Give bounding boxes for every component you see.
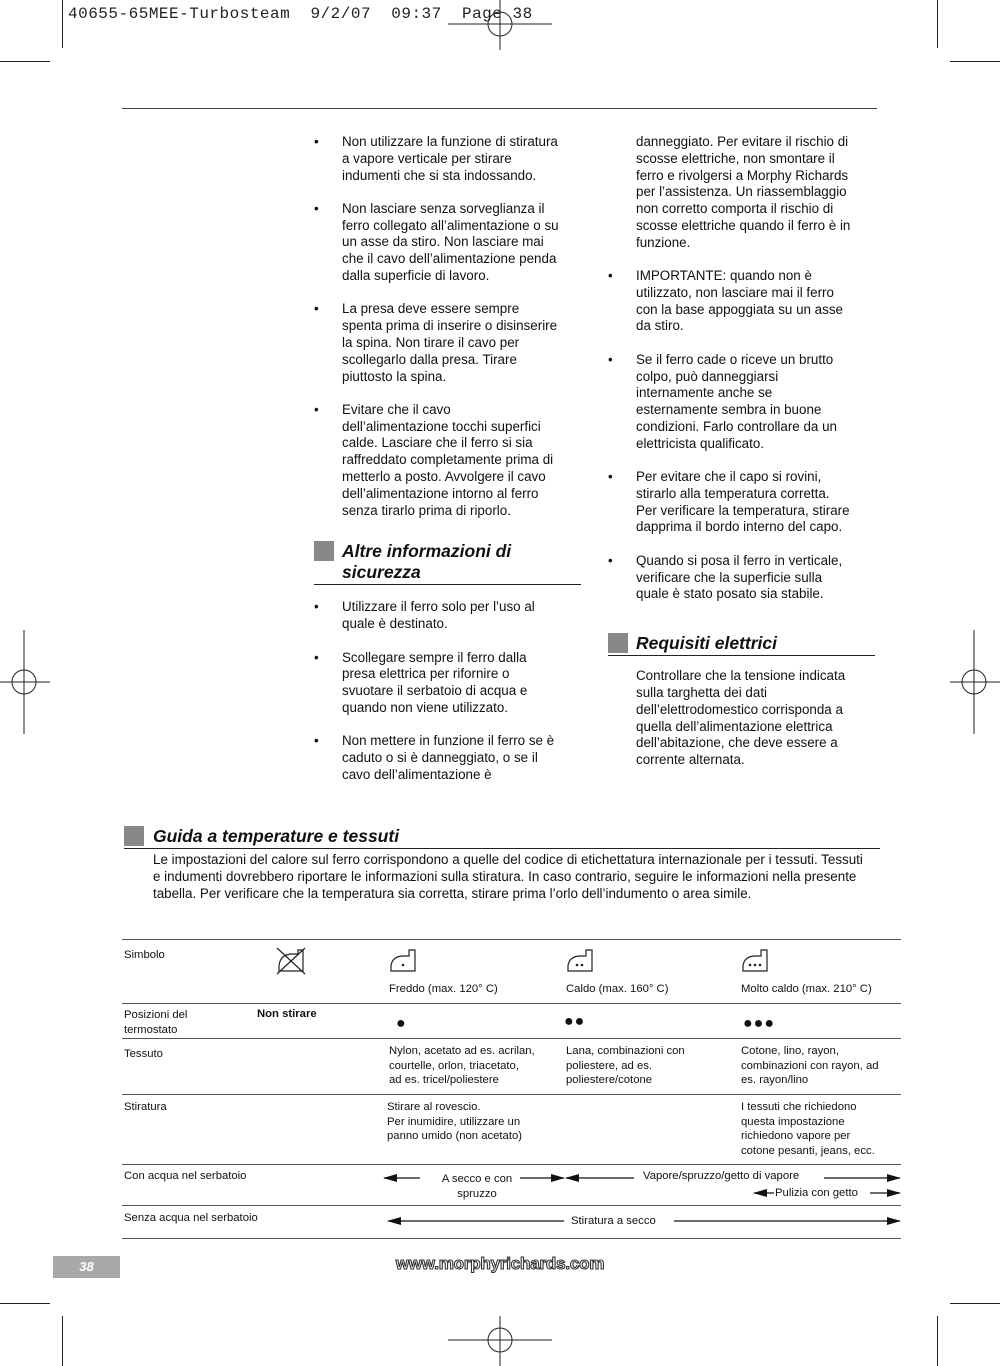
list-item: • IMPORTANTE: quando non è utilizzato, non lasciare mai il ferro con la base appoggiata su un asse da stiro. (608, 268, 843, 334)
heading-marker (608, 633, 628, 653)
list-item: • Quando si posa il ferro in verticale, verificare che la superficie sulla quale è stato posato sia stabile. (608, 552, 843, 602)
iron-three-dots-icon (741, 946, 769, 974)
registration-mark-bottom (448, 1316, 552, 1366)
right-column (608, 134, 880, 785)
list-item: • Se il ferro cade o riceve un brutto colpo, può danneggiarsi internamente anche se esternamente sembra in buone condizioni. Farlo controllare da un elettricista qualificato. (608, 351, 837, 451)
crop-mark (950, 1303, 1000, 1304)
electrical-text: Controllare che la tensione indicata sulla targhetta dei dati dell’elettrodomestico corrisponda a quella dell’alimentazione elettrica dell’abitazione, che deve essere a corrente alternata. (636, 668, 846, 768)
list-item: • Utilizzare il ferro solo per l’uso al quale è destinato. (314, 599, 535, 632)
crop-mark (62, 1316, 63, 1366)
section-heading-safety: Altre informazioni di sicurezza (314, 541, 581, 585)
shot-label: Pulizia con getto (775, 1187, 858, 1199)
crop-mark (0, 61, 50, 62)
crop-mark (937, 1316, 938, 1366)
dry-iron-label: Stiratura a secco (571, 1215, 656, 1227)
list-item: • La presa deve essere sempre spenta prima di inserire o disinserire la spina. Non tirare il cavo per scollegarlo dalla presa. Tirare piuttosto la spina. (314, 301, 558, 384)
list-item: • Non lasciare senza sorveglianza il ferro collegato all’alimentazione o su un asse da stiro. Non lasciare mai che il cavo dell’alimentazione penda dalla superficie di lavoro. (314, 200, 559, 284)
list-item: • Scollegare sempre il ferro dalla presa elettrica per rifornire o svuotare il serbatoio di acqua e quando non viene utilizzato. (314, 649, 528, 715)
row-label-positions: Posizioni del termostato (124, 1009, 188, 1036)
iron-one-dot-icon (389, 946, 417, 974)
section-heading-guide: Guida a temperature e tessuti (124, 826, 880, 849)
left-column (314, 134, 586, 800)
guide-intro: Le impostazioni del calore sul ferro corrispondono a quelle del codice di etichettatura internazionale per i tessuti. Tessuti e indumenti dovrebbero riportare le informazioni sulla stiratura. In caso contrario, seguire le informazioni nella presente tabella. Per verificare che la temperatura sia corretta, stirare prima l’orlo dell’indumento o area simile. (153, 852, 863, 901)
table-rule (122, 1164, 901, 1165)
do-not-iron-icon (276, 946, 306, 976)
ironing-cool: Stirare al rovescio. Per inumidire, utilizzare un panno umido (non acetato) (387, 1101, 523, 1143)
list-item: • Non mettere in funzione il ferro se è caduto o si è danneggiato, o se il cavo dell’alimentazione è (314, 733, 555, 782)
fabric-cool: Nylon, acetato ad es. acrilan, courtelle, orlon, triacetato, ad es. tricel/poliestere (389, 1045, 535, 1087)
crop-mark (950, 61, 1000, 62)
thermostat-dots-2: ●● (564, 1013, 586, 1030)
row-label-with-water: Con acqua nel serbatoio (124, 1170, 247, 1182)
iron-two-dots-icon (566, 946, 594, 974)
crop-mark (62, 0, 63, 48)
table-rule (122, 939, 901, 940)
steam-label: Vapore/spruzzo/getto di vapore (643, 1170, 800, 1182)
temp-hot: Molto caldo (max. 210° C) (741, 983, 872, 995)
row-label-without-water: Senza acqua nel serbatoio (124, 1212, 258, 1224)
no-iron-label: Non stirare (257, 1008, 317, 1020)
table-rule (122, 1003, 901, 1004)
crop-mark (937, 0, 938, 48)
list-item: • Evitare che il cavo dell’alimentazione tocchi superfici calde. Lasciare che il ferro si sia raffreddato completamente prima di metterlo a posto. Avvolgere il cavo dell’alimentazione intorno al ferro senza tirarlo prima di riporlo. (314, 401, 554, 518)
table-rule (122, 1238, 901, 1239)
temp-warm: Caldo (max. 160° C) (566, 983, 669, 995)
row-label-symbol: Simbolo (124, 949, 165, 961)
table-rule (122, 1094, 901, 1095)
thermostat-dots-3: ●●● (743, 1015, 775, 1032)
header-rule (122, 108, 877, 109)
fabric-warm: Lana, combinazioni con poliestere, ad es. poliestere/cotone (566, 1045, 685, 1087)
row-label-fabric: Tessuto (124, 1048, 163, 1060)
ironing-hot: I tessuti che richiedono questa impostazione richiedono vapore per cotone pesanti, jeans, ecc. (741, 1101, 875, 1157)
fabric-hot: Cotone, lino, rayon, combinazioni con rayon, ad es. rayon/lino (741, 1045, 879, 1087)
heading-marker (314, 541, 334, 561)
crop-mark (0, 1303, 50, 1304)
row-label-ironing: Stiratura (124, 1101, 167, 1113)
thermostat-dots-1: ● (396, 1015, 407, 1032)
list-item: • Per evitare che il capo si rovini, stirarlo alla temperatura corretta. Per verificare la temperatura, stirare dapprima il bordo interno del capo. (608, 469, 850, 535)
continuation-text: danneggiato. Per evitare il rischio di scosse elettriche, non smontare il ferro e rivolgersi a Morphy Richards per l’assistenza. Un riassemblaggio non corretto comporta il rischio di scosse elettriche quando il ferro è in funzione. (636, 134, 851, 250)
section-heading-electrical: Requisiti elettrici (608, 633, 875, 656)
page-number: 38 (53, 1256, 120, 1278)
registration-mark-left (0, 630, 50, 734)
heading-marker (124, 826, 144, 846)
list-item: • Non utilizzare la funzione di stiratura a vapore verticale per stirare indumenti che si sta indossando. (314, 134, 558, 183)
table-rule (122, 1038, 901, 1039)
website-url[interactable]: www.morphyrichards.com (395, 1254, 605, 1273)
print-slug: 40655-65MEE-Turbosteam 9/2/07 09:37 Page 38 (68, 5, 533, 23)
registration-mark-right (950, 630, 1000, 734)
temp-cool: Freddo (max. 120° C) (389, 983, 498, 995)
dry-spray-label: A secco e con spruzzo (441, 1173, 513, 1200)
